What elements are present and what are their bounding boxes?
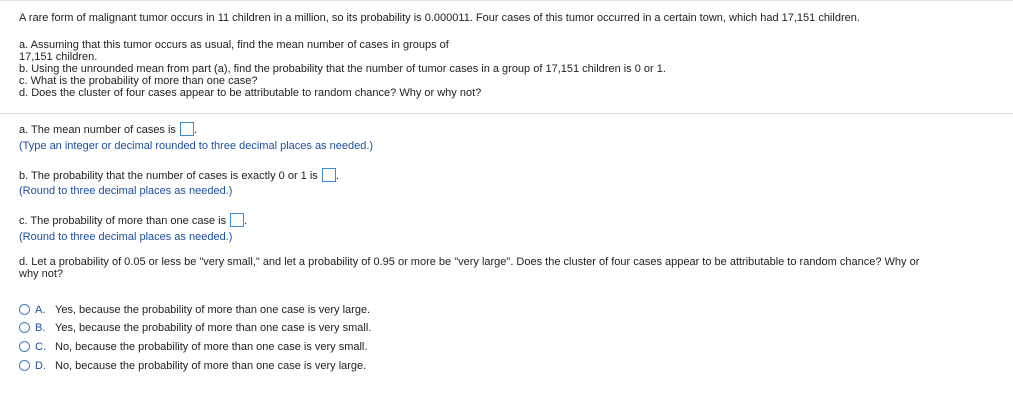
part-d-question: d. Does the cluster of four cases appear to be attributable to random chance? Why or why not? (19, 87, 482, 99)
answer-c-input[interactable] (230, 213, 244, 227)
answer-b-prompt: b. The probability that the number of cases is exactly 0 or 1 is (19, 170, 318, 182)
radio-button-a[interactable] (19, 304, 30, 315)
option-d-text: No, because the probability of more than one case is very large. (55, 360, 367, 372)
option-b-text: Yes, because the probability of more than one case is very small. (55, 322, 372, 334)
section-divider (0, 113, 1013, 114)
option-b[interactable] (19, 321, 371, 335)
answer-a-input[interactable] (180, 122, 194, 136)
radio-button-c[interactable] (19, 341, 30, 352)
problem-intro: A rare form of malignant tumor occurs in 11 children in a million, so its probability is 0.000011. Four cases of this tumor occurred in a certain town, which had 17,151 children. (19, 12, 860, 24)
answer-a-prompt: a. The mean number of cases is (19, 124, 176, 136)
option-c[interactable] (19, 340, 367, 354)
option-c-text: No, because the probability of more than one case is very small. (55, 341, 368, 353)
answer-b-input[interactable] (322, 168, 336, 182)
answer-a-hint: (Type an integer or decimal rounded to three decimal places as needed.) (19, 140, 374, 152)
answer-b-row (19, 168, 339, 182)
option-c-letter: C. (35, 341, 46, 353)
radio-button-d[interactable] (19, 360, 30, 371)
answer-c-row (19, 213, 247, 227)
answer-b-period: . (335, 170, 339, 182)
part-a-question-cont: 17,151 children. (19, 51, 98, 63)
answer-c-period: . (244, 215, 248, 227)
option-a[interactable] (19, 303, 370, 317)
answer-b-hint: (Round to three decimal places as needed.) (19, 185, 233, 197)
answer-c-prompt: c. The probability of more than one case is (19, 215, 227, 227)
part-b-question: b. Using the unrounded mean from part (a), find the probability that the number of tumor cases in a group of 17,151 children is 0 or 1. (19, 63, 666, 75)
part-c-question: c. What is the probability of more than one case? (19, 75, 258, 87)
option-a-text: Yes, because the probability of more than one case is very large. (55, 304, 371, 316)
answer-c-hint: (Round to three decimal places as needed.) (19, 231, 233, 243)
top-rule (0, 0, 1013, 1)
option-d-letter: D. (35, 360, 46, 372)
question-d-text-cont: why not? (19, 268, 64, 280)
option-b-letter: B. (35, 322, 46, 334)
radio-button-b[interactable] (19, 322, 30, 333)
part-a-question: a. Assuming that this tumor occurs as usual, find the mean number of cases in groups of (19, 39, 449, 51)
question-d-text: d. Let a probability of 0.05 or less be "very small," and let a probability of 0.95 or more be "very large". Does the cluster of four cases appear to be attributable to random chance? Why or (19, 256, 920, 268)
answer-a-row (19, 122, 197, 136)
option-a-letter: A. (35, 304, 46, 316)
answer-a-period: . (194, 124, 198, 136)
option-d[interactable] (19, 359, 366, 373)
